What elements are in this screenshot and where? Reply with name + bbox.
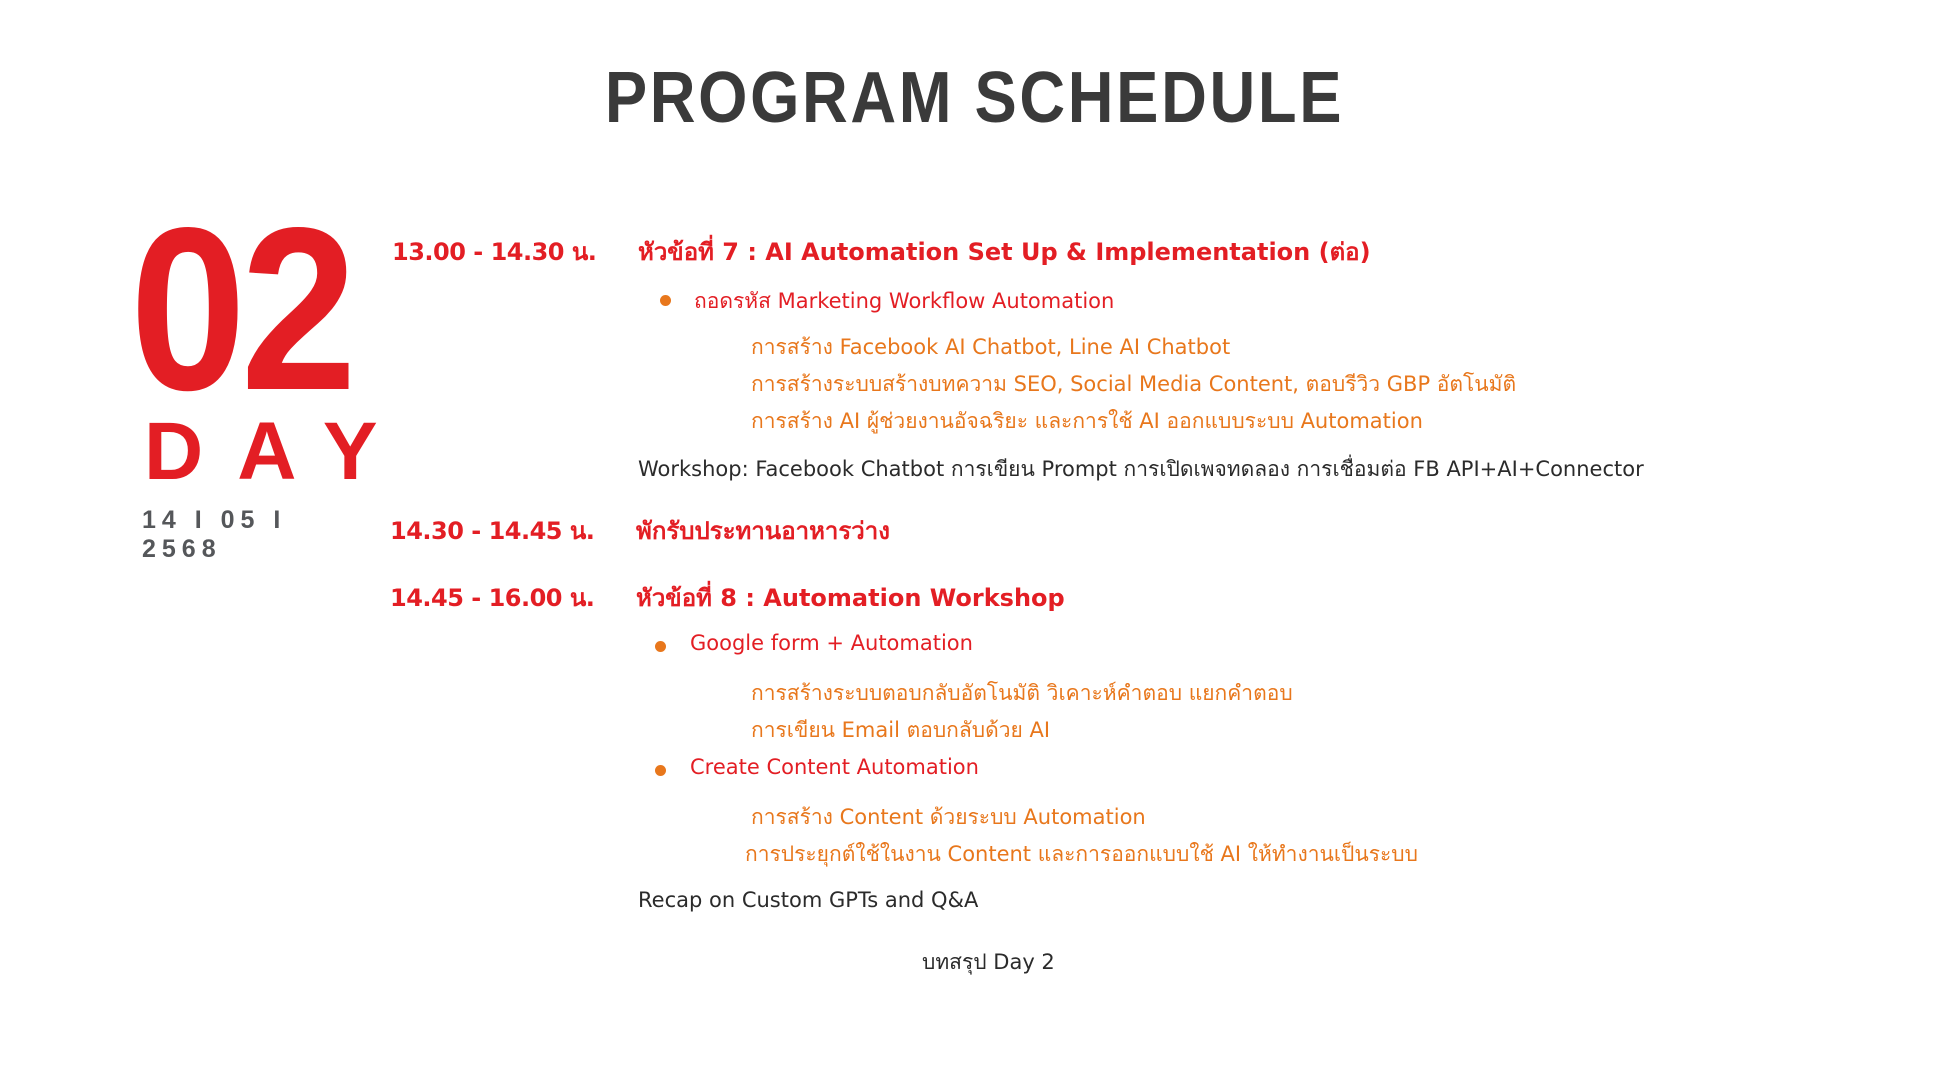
session2-sub-item: การประยุกต์ใช้ในงาน Content และการออกแบบใช้ AI ให้ทำงานเป็นระบบ bbox=[745, 842, 1418, 866]
session2-bullet-1: Google form + Automation bbox=[690, 631, 973, 655]
session1-time: 13.00 - 14.30 น. bbox=[392, 238, 597, 266]
session1-sub-item: การสร้าง AI ผู้ช่วยงานอัจฉริยะ และการใช้ AI ออกแบบระบบ Automation bbox=[751, 409, 1423, 433]
bullet-dot bbox=[655, 641, 666, 652]
session1-sub-item: การสร้าง Facebook AI Chatbot, Line AI Chatbot bbox=[751, 335, 1231, 359]
break-time: 14.30 - 14.45 น. bbox=[390, 517, 595, 545]
day-badge bbox=[128, 180, 412, 564]
session1-sub-item: การสร้างระบบสร้างบทความ SEO, Social Media Content, ตอบรีวิว GBP อัตโนมัติ bbox=[751, 372, 1517, 396]
day-summary: บทสรุป Day 2 bbox=[922, 950, 1055, 974]
day-date: 14 I 05 I 2568 bbox=[142, 506, 287, 563]
session1-workshop: Workshop: Facebook Chatbot การเขียน Prompt การเปิดเพจทดลอง การเชื่อมต่อ FB API+AI+Connector bbox=[638, 457, 1644, 481]
session2-topic: หัวข้อที่ 8 : Automation Workshop bbox=[636, 584, 1065, 612]
page-title: PROGRAM SCHEDULE bbox=[604, 58, 1345, 138]
bullet-dot bbox=[655, 765, 666, 776]
session1-topic: หัวข้อที่ 7 : AI Automation Set Up & Implementation (ต่อ) bbox=[638, 238, 1371, 266]
session2-time: 14.45 - 16.00 น. bbox=[390, 584, 595, 612]
session2-sub-item: การเขียน Email ตอบกลับด้วย AI bbox=[751, 718, 1051, 742]
day-number: 02 bbox=[130, 180, 352, 439]
bullet-dot bbox=[660, 295, 671, 306]
session2-sub-item: การสร้าง Content ด้วยระบบ Automation bbox=[751, 805, 1146, 829]
session2-recap: Recap on Custom GPTs and Q&A bbox=[638, 888, 979, 912]
break-label: พักรับประทานอาหารว่าง bbox=[636, 517, 890, 545]
session1-bullet: ถอดรหัส Marketing Workflow Automation bbox=[694, 289, 1115, 313]
session2-sub-item: การสร้างระบบตอบกลับอัตโนมัติ วิเคาะห์คำตอบ แยกคำตอบ bbox=[751, 681, 1293, 705]
session2-bullet-2: Create Content Automation bbox=[690, 755, 979, 779]
day-word: DAY bbox=[144, 406, 412, 497]
